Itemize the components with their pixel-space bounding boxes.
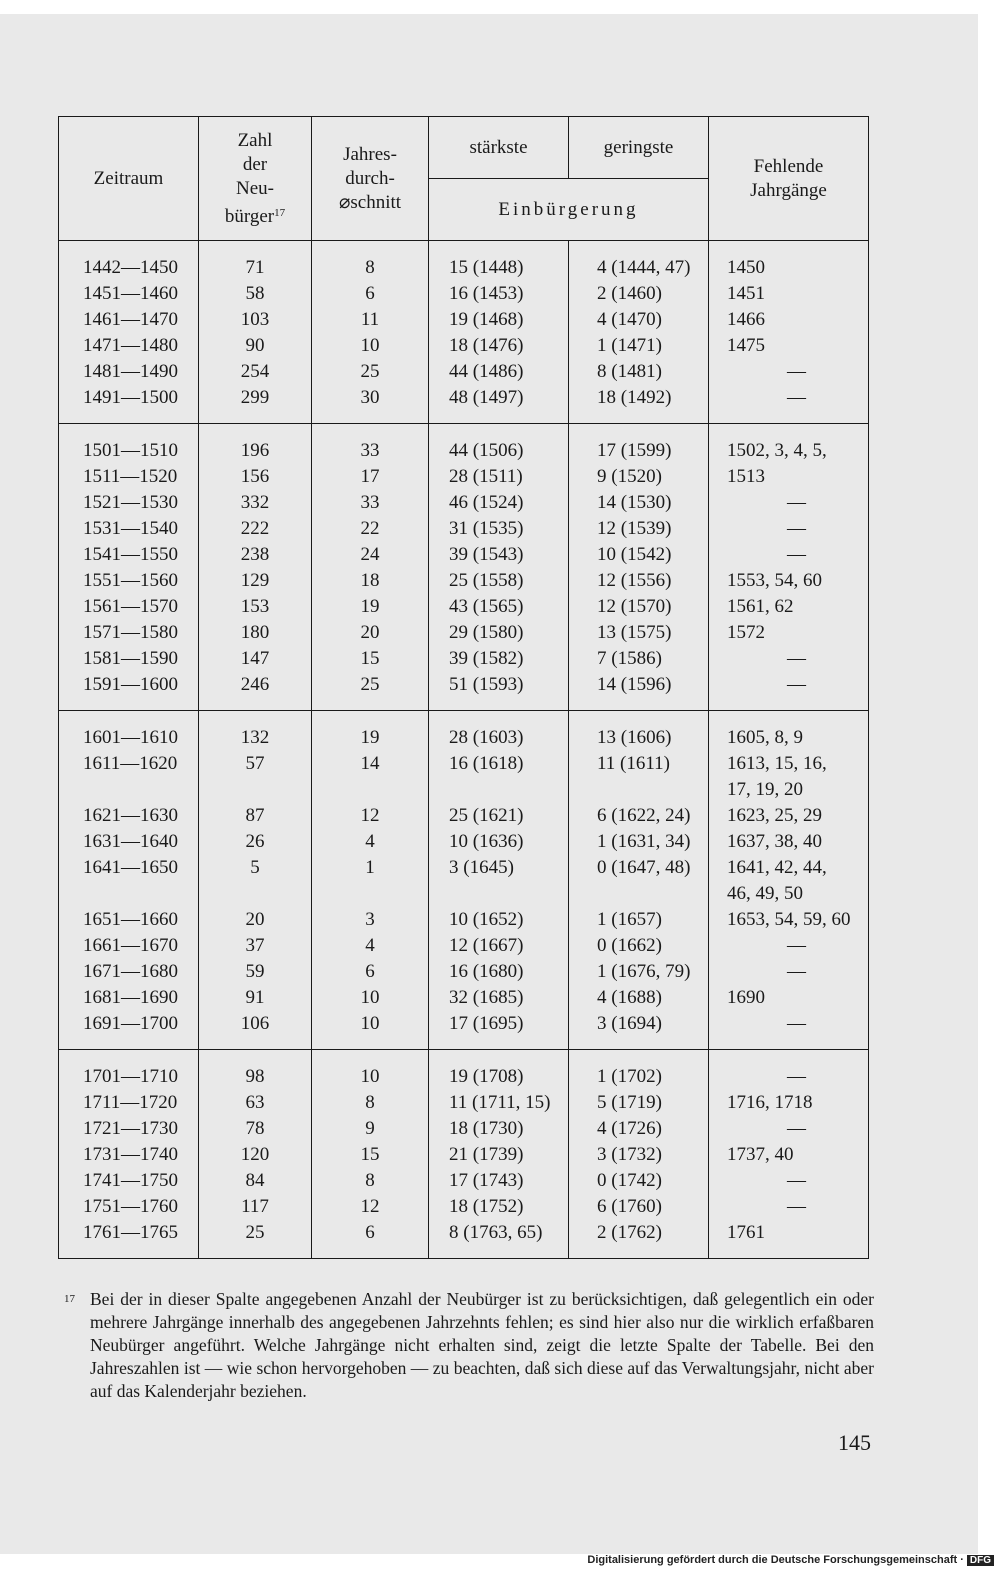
- cell-zahl: 106: [240, 1013, 270, 1034]
- cell-staerkste: 25 (1621): [449, 805, 524, 826]
- cell-zeitraum: 1661—1670: [83, 935, 178, 956]
- cell-staerkste: 25 (1558): [449, 570, 524, 591]
- cell-staerkste: 17 (1743): [449, 1170, 524, 1191]
- cell-jahresdurchschnitt: 10: [360, 1013, 380, 1034]
- cell-staerkste: 18 (1476): [449, 335, 524, 356]
- table-body: [59, 241, 869, 1259]
- cell-zeitraum: 1531—1540: [83, 518, 178, 539]
- cell-jahresdurchschnitt: 15: [360, 648, 380, 669]
- cell-fehlende: —: [787, 1196, 806, 1217]
- cell-geringste: 1 (1631, 34): [597, 831, 691, 852]
- cell-zeitraum: 1711—1720: [83, 1092, 178, 1113]
- cell-zahl: 71: [245, 257, 265, 278]
- cell-fehlende: —: [787, 492, 806, 513]
- cell-staerkste: [429, 777, 568, 803]
- header-jahres-line1: Jahres-: [343, 143, 397, 165]
- cell-zahl: 20: [245, 909, 265, 930]
- cell-geringste: 1 (1702): [597, 1066, 662, 1087]
- cell-fehlende: 1451: [727, 283, 765, 304]
- cell-jahresdurchschnitt: 8: [365, 1092, 375, 1113]
- cell-zeitraum: 1471—1480: [83, 335, 178, 356]
- cell-zahl: 132: [240, 727, 270, 748]
- cell-geringste: 18 (1492): [597, 387, 672, 408]
- column-fehlende: [709, 424, 869, 711]
- header-fehlende-line2: Jahrgänge: [750, 179, 827, 201]
- header-zeitraum-label: Zeitraum: [93, 167, 164, 189]
- cell-geringste: 11 (1611): [597, 753, 670, 774]
- cell-staerkste: 44 (1486): [449, 361, 524, 382]
- cell-jahresdurchschnitt: 6: [365, 961, 375, 982]
- header-fehlende: [709, 117, 869, 241]
- column-jahresdurchschnitt: [312, 424, 429, 711]
- cell-staerkste: 21 (1739): [449, 1144, 524, 1165]
- cell-jahresdurchschnitt: 12: [360, 1196, 380, 1217]
- column-zahl: [199, 711, 312, 1050]
- cell-zahl: 84: [245, 1170, 265, 1191]
- column-geringste: [569, 1050, 709, 1259]
- cell-geringste: 4 (1470): [597, 309, 662, 330]
- cell-staerkste: 29 (1580): [449, 622, 524, 643]
- cell-zeitraum: [59, 881, 198, 907]
- cell-geringste: 17 (1599): [597, 440, 672, 461]
- cell-zahl: 59: [245, 961, 265, 982]
- cell-zeitraum: 1601—1610: [83, 727, 178, 748]
- header-fehlende-line1: Fehlende: [753, 155, 824, 177]
- cell-jahresdurchschnitt: 3: [365, 909, 375, 930]
- header-einbuergerung-label: Einbürgerung: [498, 198, 639, 220]
- cell-jahresdurchschnitt: [312, 777, 428, 803]
- cell-fehlende: 1623, 25, 29: [727, 805, 822, 826]
- cell-zeitraum: 1442—1450: [83, 257, 178, 278]
- cell-jahresdurchschnitt: 19: [360, 727, 380, 748]
- cell-staerkste: [429, 881, 568, 907]
- cell-staerkste: 17 (1695): [449, 1013, 524, 1034]
- cell-zeitraum: 1511—1520: [83, 466, 178, 487]
- cell-geringste: 8 (1481): [597, 361, 662, 382]
- cell-staerkste: 44 (1506): [449, 440, 524, 461]
- cell-staerkste: 32 (1685): [449, 987, 524, 1008]
- column-staerkste: [429, 711, 569, 1050]
- cell-jahresdurchschnitt: 6: [365, 283, 375, 304]
- cell-zeitraum: 1451—1460: [83, 283, 178, 304]
- column-zeitraum: [59, 424, 199, 711]
- cell-jahresdurchschnitt: 22: [360, 518, 380, 539]
- cell-zeitraum: 1611—1620: [83, 753, 178, 774]
- footnote: [64, 1288, 874, 1403]
- cell-zeitraum: 1561—1570: [83, 596, 178, 617]
- cell-staerkste: 19 (1468): [449, 309, 524, 330]
- cell-jahresdurchschnitt: 8: [365, 257, 375, 278]
- header-jahresdurchschnitt: [312, 117, 429, 241]
- cell-zahl: 238: [240, 544, 270, 565]
- column-geringste: [569, 241, 709, 424]
- cell-zahl: 117: [241, 1196, 269, 1217]
- cell-geringste: 0 (1647, 48): [597, 857, 691, 878]
- cell-zahl: 5: [250, 857, 260, 878]
- cell-geringste: 1 (1657): [597, 909, 662, 930]
- cell-zahl: 87: [245, 805, 265, 826]
- cell-jahresdurchschnitt: 10: [360, 1066, 380, 1087]
- cell-zahl: 254: [240, 361, 270, 382]
- cell-zahl: 120: [240, 1144, 270, 1165]
- cell-jahresdurchschnitt: 33: [360, 492, 380, 513]
- cell-zeitraum: 1641—1650: [83, 857, 178, 878]
- cell-zahl: 58: [245, 283, 265, 304]
- cell-zahl: 63: [245, 1092, 265, 1113]
- cell-staerkste: 10 (1636): [449, 831, 524, 852]
- footnote-reference: 17: [274, 206, 286, 219]
- cell-fehlende: 1502, 3, 4, 5,: [727, 440, 827, 461]
- cell-zahl: 78: [245, 1118, 265, 1139]
- footnote-marker: 17: [64, 1293, 75, 1305]
- cell-geringste: 5 (1719): [597, 1092, 662, 1113]
- column-zahl: [199, 1050, 312, 1259]
- cell-staerkste: 10 (1652): [449, 909, 524, 930]
- cell-fehlende: 1641, 42, 44,: [727, 857, 827, 878]
- cell-zahl: 37: [245, 935, 265, 956]
- header-staerkste-label: stärkste: [469, 136, 528, 158]
- cell-jahresdurchschnitt: 18: [360, 570, 380, 591]
- cell-geringste: 12 (1539): [597, 518, 672, 539]
- header-zahl-line3: Neu-: [236, 177, 274, 199]
- cell-geringste: 13 (1606): [597, 727, 672, 748]
- cell-staerkste: 18 (1730): [449, 1118, 524, 1139]
- cell-zeitraum: 1621—1630: [83, 805, 178, 826]
- cell-staerkste: 16 (1618): [449, 753, 524, 774]
- cell-staerkste: 28 (1603): [449, 727, 524, 748]
- column-zahl: [199, 424, 312, 711]
- header-zahl-line4: bürger: [224, 205, 275, 227]
- cell-zeitraum: 1461—1470: [83, 309, 178, 330]
- cell-geringste: 3 (1694): [597, 1013, 662, 1034]
- cell-staerkste: 18 (1752): [449, 1196, 524, 1217]
- cell-staerkste: 19 (1708): [449, 1066, 524, 1087]
- column-staerkste: [429, 241, 569, 424]
- cell-fehlende: 1572: [727, 622, 765, 643]
- column-zahl: [199, 241, 312, 424]
- cell-fehlende: —: [787, 1066, 806, 1087]
- cell-staerkste: 51 (1593): [449, 674, 524, 695]
- cell-staerkste: 16 (1680): [449, 961, 524, 982]
- cell-geringste: [569, 777, 708, 803]
- header-jahres-line3: ⌀schnitt: [338, 191, 402, 213]
- cell-fehlende: 1513: [727, 466, 765, 487]
- cell-fehlende: 1637, 38, 40: [727, 831, 822, 852]
- cell-geringste: [569, 881, 708, 907]
- cell-jahresdurchschnitt: 8: [365, 1170, 375, 1191]
- cell-zahl: 98: [245, 1066, 265, 1087]
- cell-zeitraum: 1541—1550: [83, 544, 178, 565]
- cell-geringste: 0 (1742): [597, 1170, 662, 1191]
- cell-zahl: 147: [240, 648, 270, 669]
- cell-fehlende: —: [787, 674, 806, 695]
- table-block: [59, 1050, 869, 1259]
- cell-zahl: 25: [245, 1222, 265, 1243]
- cell-fehlende: 1450: [727, 257, 765, 278]
- cell-jahresdurchschnitt: 14: [360, 753, 380, 774]
- cell-jahresdurchschnitt: 10: [360, 987, 380, 1008]
- cell-fehlende: —: [787, 1170, 806, 1191]
- cell-jahresdurchschnitt: 4: [365, 831, 375, 852]
- cell-fehlende: 1613, 15, 16,: [727, 753, 827, 774]
- cell-zeitraum: 1721—1730: [83, 1118, 178, 1139]
- cell-jahresdurchschnitt: 9: [365, 1118, 375, 1139]
- column-jahresdurchschnitt: [312, 711, 429, 1050]
- cell-jahresdurchschnitt: 10: [360, 335, 380, 356]
- cell-staerkste: 15 (1448): [449, 257, 524, 278]
- cell-zeitraum: 1701—1710: [83, 1066, 178, 1087]
- header-zahl-line1: Zahl: [237, 129, 273, 151]
- cell-staerkste: 39 (1582): [449, 648, 524, 669]
- cell-geringste: 0 (1662): [597, 935, 662, 956]
- cell-zahl: 26: [245, 831, 265, 852]
- cell-staerkste: 31 (1535): [449, 518, 524, 539]
- cell-jahresdurchschnitt: 4: [365, 935, 375, 956]
- cell-zeitraum: 1731—1740: [83, 1144, 178, 1165]
- cell-fehlende: —: [787, 361, 806, 382]
- cell-geringste: 4 (1688): [597, 987, 662, 1008]
- cell-zahl: 103: [240, 309, 270, 330]
- header-staerkste: [429, 117, 569, 179]
- cell-jahresdurchschnitt: 30: [360, 387, 380, 408]
- cell-geringste: 1 (1471): [597, 335, 662, 356]
- column-zeitraum: [59, 241, 199, 424]
- cell-jahresdurchschnitt: 25: [360, 674, 380, 695]
- cell-zeitraum: 1691—1700: [83, 1013, 178, 1034]
- cell-zeitraum: 1681—1690: [83, 987, 178, 1008]
- cell-zahl: [199, 777, 311, 803]
- cell-fehlende: —: [787, 648, 806, 669]
- cell-zahl: 129: [240, 570, 270, 591]
- cell-fehlende: 17, 19, 20: [727, 779, 803, 800]
- cell-zeitraum: 1501—1510: [83, 440, 178, 461]
- table-block: [59, 711, 869, 1050]
- cell-geringste: 4 (1444, 47): [597, 257, 691, 278]
- cell-geringste: 12 (1556): [597, 570, 672, 591]
- cell-zeitraum: 1651—1660: [83, 909, 178, 930]
- cell-zeitraum: [59, 777, 198, 803]
- header-zahl: [199, 117, 312, 241]
- cell-fehlende: —: [787, 935, 806, 956]
- column-staerkste: [429, 424, 569, 711]
- cell-geringste: 4 (1726): [597, 1118, 662, 1139]
- cell-fehlende: 1737, 40: [727, 1144, 794, 1165]
- cell-staerkste: 8 (1763, 65): [449, 1222, 543, 1243]
- column-zeitraum: [59, 711, 199, 1050]
- cell-staerkste: 28 (1511): [449, 466, 523, 487]
- cell-geringste: 3 (1732): [597, 1144, 662, 1165]
- cell-staerkste: 12 (1667): [449, 935, 524, 956]
- cell-staerkste: 46 (1524): [449, 492, 524, 513]
- cell-jahresdurchschnitt: 12: [360, 805, 380, 826]
- cell-fehlende: —: [787, 518, 806, 539]
- column-fehlende: [709, 241, 869, 424]
- cell-staerkste: 43 (1565): [449, 596, 524, 617]
- cell-zahl: 180: [240, 622, 270, 643]
- cell-zahl: [199, 881, 311, 907]
- cell-zahl: 332: [240, 492, 270, 513]
- cell-zeitraum: 1741—1750: [83, 1170, 178, 1191]
- cell-zeitraum: 1671—1680: [83, 961, 178, 982]
- header-geringste-label: geringste: [603, 136, 674, 158]
- cell-zeitraum: 1761—1765: [83, 1222, 178, 1243]
- column-geringste: [569, 711, 709, 1050]
- column-geringste: [569, 424, 709, 711]
- table-block: [59, 424, 869, 711]
- column-fehlende: [709, 711, 869, 1050]
- cell-fehlende: 1466: [727, 309, 765, 330]
- cell-zahl: 91: [245, 987, 265, 1008]
- cell-zahl: 222: [240, 518, 270, 539]
- cell-zahl: 196: [240, 440, 270, 461]
- cell-zeitraum: 1571—1580: [83, 622, 178, 643]
- cell-fehlende: 1716, 1718: [727, 1092, 813, 1113]
- cell-fehlende: 1553, 54, 60: [727, 570, 822, 591]
- cell-fehlende: 1605, 8, 9: [727, 727, 803, 748]
- cell-zeitraum: 1481—1490: [83, 361, 178, 382]
- cell-jahresdurchschnitt: 17: [360, 466, 380, 487]
- cell-zeitraum: 1751—1760: [83, 1196, 178, 1217]
- cell-geringste: 14 (1530): [597, 492, 672, 513]
- cell-fehlende: 1653, 54, 59, 60: [727, 909, 851, 930]
- cell-staerkste: 39 (1543): [449, 544, 524, 565]
- cell-geringste: 10 (1542): [597, 544, 672, 565]
- column-zeitraum: [59, 1050, 199, 1259]
- cell-fehlende: 1761: [727, 1222, 765, 1243]
- cell-jahresdurchschnitt: 15: [360, 1144, 380, 1165]
- cell-geringste: 13 (1575): [597, 622, 672, 643]
- cell-zahl: 90: [245, 335, 265, 356]
- cell-fehlende: —: [787, 1013, 806, 1034]
- cell-zeitraum: 1491—1500: [83, 387, 178, 408]
- cell-geringste: 2 (1762): [597, 1222, 662, 1243]
- digitization-credit: [587, 1554, 994, 1566]
- cell-jahresdurchschnitt: 24: [360, 544, 380, 565]
- table-block: [59, 241, 869, 424]
- cell-geringste: 2 (1460): [597, 283, 662, 304]
- column-staerkste: [429, 1050, 569, 1259]
- cell-jahresdurchschnitt: 1: [365, 857, 375, 878]
- cell-fehlende: —: [787, 387, 806, 408]
- cell-zahl: 299: [240, 387, 270, 408]
- cell-fehlende: 46, 49, 50: [727, 883, 803, 904]
- cell-jahresdurchschnitt: 19: [360, 596, 380, 617]
- cell-staerkste: 11 (1711, 15): [449, 1092, 551, 1113]
- cell-staerkste: 48 (1497): [449, 387, 524, 408]
- cell-geringste: 12 (1570): [597, 596, 672, 617]
- cell-zeitraum: 1581—1590: [83, 648, 178, 669]
- cell-zahl: 153: [240, 596, 270, 617]
- header-zeitraum: [59, 117, 199, 241]
- naturalization-table: [58, 116, 869, 1259]
- cell-fehlende: 1475: [727, 335, 765, 356]
- cell-zahl: 246: [240, 674, 270, 695]
- column-jahresdurchschnitt: [312, 1050, 429, 1259]
- header-einbuergerung: [429, 179, 709, 241]
- cell-jahresdurchschnitt: 20: [360, 622, 380, 643]
- cell-zahl: 57: [245, 753, 265, 774]
- dfg-logo: DFG: [967, 1555, 994, 1566]
- cell-zeitraum: 1591—1600: [83, 674, 178, 695]
- header-zahl-line2: der: [242, 153, 268, 175]
- cell-fehlende: 1690: [727, 987, 765, 1008]
- cell-geringste: 7 (1586): [597, 648, 662, 669]
- column-fehlende: [709, 1050, 869, 1259]
- cell-geringste: 6 (1760): [597, 1196, 662, 1217]
- cell-geringste: 14 (1596): [597, 674, 672, 695]
- cell-zeitraum: 1551—1560: [83, 570, 178, 591]
- header-jahres-line2: durch-: [345, 167, 395, 189]
- cell-fehlende: —: [787, 544, 806, 565]
- cell-fehlende: —: [787, 1118, 806, 1139]
- cell-geringste: 9 (1520): [597, 466, 662, 487]
- cell-staerkste: 16 (1453): [449, 283, 524, 304]
- cell-jahresdurchschnitt: 33: [360, 440, 380, 461]
- column-jahresdurchschnitt: [312, 241, 429, 424]
- cell-jahresdurchschnitt: 11: [360, 309, 380, 330]
- cell-staerkste: 3 (1645): [449, 857, 514, 878]
- cell-fehlende: —: [787, 961, 806, 982]
- cell-fehlende: 1561, 62: [727, 596, 794, 617]
- cell-geringste: 1 (1676, 79): [597, 961, 691, 982]
- page-number: 145: [838, 1430, 871, 1455]
- cell-zeitraum: 1521—1530: [83, 492, 178, 513]
- credit-text: Digitalisierung gefördert durch die Deutsche Forschungsgemeinschaft ·: [587, 1554, 964, 1566]
- footnote-text: Bei der in dieser Spalte angegebenen Anzahl der Neubürger ist zu berücksichtigen, daß gelegentlich ein oder mehrere Jahrgänge innerhalb des angegebenen Jahrzehnts fehlen; es sind hier also nur die wirklich erfaßbaren Neubürger angeführt. Welche Jahrgänge nicht erhalten sind, zeigt die letzte Spalte der Tabelle. Bei den Jahreszahlen ist — wie schon hervorgehoben — zu beachten, daß sich diese auf das Verwaltungsjahr, nicht aber auf das Kalenderjahr beziehen.: [90, 1289, 874, 1401]
- cell-jahresdurchschnitt: 25: [360, 361, 380, 382]
- cell-jahresdurchschnitt: [312, 881, 428, 907]
- cell-jahresdurchschnitt: 6: [365, 1222, 375, 1243]
- cell-zahl: 156: [240, 466, 270, 487]
- cell-geringste: 6 (1622, 24): [597, 805, 691, 826]
- header-geringste: [569, 117, 709, 179]
- cell-zeitraum: 1631—1640: [83, 831, 178, 852]
